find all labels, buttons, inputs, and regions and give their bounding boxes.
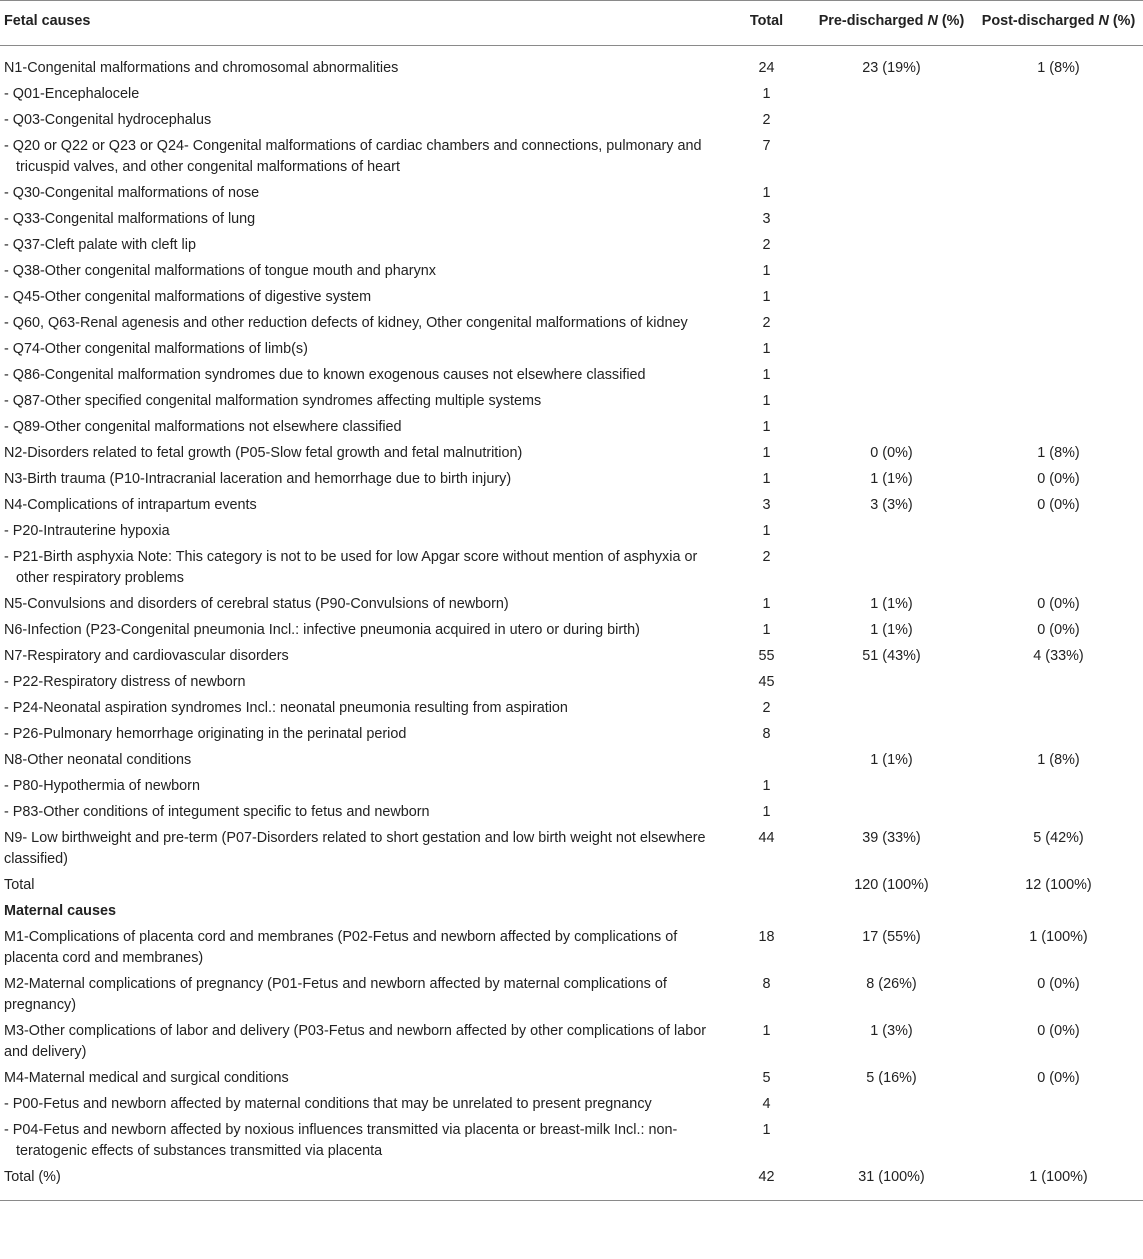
total-cell: 1 (762, 1023, 771, 1039)
cause-text: - Q38-Other congenital malformations of tongue mouth and pharynx (4, 263, 436, 279)
total-cell (724, 873, 809, 899)
table-row (0, 233, 1143, 259)
total-cell: 55 (758, 648, 775, 664)
cause-text: M2-Maternal complications of pregnancy (P01-Fetus and newborn affected by maternal complications of pregnancy) (4, 976, 667, 1013)
pre-discharged-cell (809, 108, 974, 134)
cause-text: - P22-Respiratory distress of newborn (4, 674, 246, 690)
cause-cell (0, 363, 724, 389)
pre-discharged-cell (809, 389, 974, 415)
cause-cell (0, 1165, 724, 1201)
pre-discharged-cell (809, 415, 974, 441)
cause-text: - P80-Hypothermia of newborn (4, 778, 200, 794)
table-row (0, 285, 1143, 311)
pre-discharged-cell (809, 899, 974, 925)
cause-cell (0, 899, 724, 925)
cause-text: Total (%) (4, 1169, 61, 1185)
cause-cell (0, 1066, 724, 1092)
table-row (0, 644, 1143, 670)
post-discharged-cell: 0 (0%) (1037, 471, 1080, 487)
total-cell: 7 (762, 138, 771, 154)
post-discharged-cell (974, 696, 1143, 722)
total-cell: 1 (762, 419, 771, 435)
cause-text: - Q30-Congenital malformations of nose (4, 185, 260, 201)
cause-text: N5-Convulsions and disorders of cerebral status (P90-Convulsions of newborn) (4, 596, 509, 612)
cause-cell (0, 592, 724, 618)
cause-text: Maternal causes (4, 903, 116, 919)
header-post-text: Post-discharged N (%) (981, 13, 1136, 29)
table-row (0, 207, 1143, 233)
post-discharged-cell (974, 519, 1143, 545)
pre-discharged-cell: 1 (3%) (870, 1023, 913, 1039)
pre-discharged-cell (809, 696, 974, 722)
total-cell: 45 (758, 674, 775, 690)
post-discharged-cell: 12 (100%) (1025, 877, 1092, 893)
cause-cell (0, 389, 724, 415)
pre-discharged-cell (809, 1118, 974, 1165)
cause-text: M1-Complications of placenta cord and membranes (P02-Fetus and newborn affected by complications of placenta cord and membranes) (4, 929, 678, 966)
header-pre-discharged (809, 1, 974, 46)
total-cell: 1 (762, 523, 771, 539)
cause-cell (0, 644, 724, 670)
post-discharged-cell (974, 108, 1143, 134)
total-cell: 1 (762, 185, 771, 201)
post-discharged-cell (974, 82, 1143, 108)
cause-text: - P21-Birth asphyxia Note: This category is not to be used for low Apgar score without mention of asphyxia or other respiratory problems (4, 549, 698, 586)
cause-text: M3-Other complications of labor and delivery (P03-Fetus and newborn affected by other complications of labor and delivery) (4, 1023, 707, 1060)
total-cell: 18 (758, 929, 775, 945)
pre-discharged-cell: 1 (1%) (870, 622, 913, 638)
pre-discharged-cell (809, 311, 974, 337)
pre-discharged-cell (809, 722, 974, 748)
pre-discharged-cell (809, 207, 974, 233)
post-discharged-cell: 0 (0%) (1037, 596, 1080, 612)
table-row (0, 748, 1143, 774)
table-row (0, 670, 1143, 696)
cause-cell (0, 873, 724, 899)
section-row (0, 899, 1143, 925)
post-discharged-cell: 1 (100%) (1029, 929, 1088, 945)
cause-cell (0, 696, 724, 722)
table-row (0, 259, 1143, 285)
cause-text: - Q37-Cleft palate with cleft lip (4, 237, 196, 253)
cause-cell (0, 1118, 724, 1165)
cause-text: - P83-Other conditions of integument specific to fetus and newborn (4, 804, 430, 820)
post-discharged-cell (974, 670, 1143, 696)
post-discharged-cell: 1 (8%) (1037, 445, 1080, 461)
post-discharged-cell: 5 (42%) (1033, 830, 1084, 846)
cause-text: N7-Respiratory and cardiovascular disorders (4, 648, 289, 664)
table-row (0, 1118, 1143, 1165)
cause-cell (0, 800, 724, 826)
post-discharged-cell (974, 415, 1143, 441)
total-cell: 3 (762, 211, 771, 227)
cause-text: - P26-Pulmonary hemorrhage originating in the perinatal period (4, 726, 407, 742)
cause-cell (0, 46, 724, 83)
post-discharged-cell (974, 311, 1143, 337)
post-discharged-cell (974, 233, 1143, 259)
pre-discharged-cell: 31 (100%) (858, 1169, 925, 1185)
post-discharged-cell: 0 (0%) (1037, 1023, 1080, 1039)
post-discharged-cell (974, 1118, 1143, 1165)
cause-text: - Q89-Other congenital malformations not elsewhere classified (4, 419, 402, 435)
pre-discharged-cell (809, 233, 974, 259)
total-cell: 1 (762, 393, 771, 409)
total-cell: 1 (762, 596, 771, 612)
cause-text: N3-Birth trauma (P10-Intracranial laceration and hemorrhage due to birth injury) (4, 471, 512, 487)
cause-cell (0, 233, 724, 259)
table-row (0, 415, 1143, 441)
table-row (0, 108, 1143, 134)
total-cell: 2 (762, 112, 771, 128)
pre-discharged-cell: 39 (33%) (862, 830, 921, 846)
table-row (0, 337, 1143, 363)
total-cell: 42 (758, 1169, 775, 1185)
post-discharged-cell: 0 (0%) (1037, 497, 1080, 513)
pre-discharged-cell (809, 181, 974, 207)
pre-discharged-cell (809, 545, 974, 592)
pre-discharged-cell (809, 134, 974, 181)
table-row (0, 82, 1143, 108)
pre-discharged-cell: 120 (100%) (854, 877, 929, 893)
total-cell: 24 (758, 60, 775, 76)
cause-cell (0, 441, 724, 467)
cause-text: - P00-Fetus and newborn affected by maternal conditions that may be unrelated to present pregnancy (4, 1096, 652, 1112)
cause-cell (0, 722, 724, 748)
header-fetal-causes: Fetal causes (4, 13, 91, 29)
cause-text: N6-Infection (P23-Congenital pneumonia Incl.: infective pneumonia acquired in utero or during birth) (4, 622, 640, 638)
pre-discharged-cell: 17 (55%) (862, 929, 921, 945)
cause-cell (0, 82, 724, 108)
post-discharged-cell (974, 285, 1143, 311)
cause-cell (0, 670, 724, 696)
cause-cell (0, 519, 724, 545)
cause-cell (0, 285, 724, 311)
table-row (0, 592, 1143, 618)
cause-cell (0, 972, 724, 1019)
table-row (0, 441, 1143, 467)
pre-discharged-cell (809, 1092, 974, 1118)
total-cell: 2 (762, 237, 771, 253)
total-cell: 2 (762, 549, 771, 565)
table-row (0, 774, 1143, 800)
pre-discharged-cell: 51 (43%) (862, 648, 921, 664)
total-cell: 1 (762, 471, 771, 487)
table-row (0, 972, 1143, 1019)
table-row (0, 873, 1143, 899)
total-cell: 2 (762, 700, 771, 716)
cause-text: - Q86-Congenital malformation syndromes due to known exogenous causes not elsewhere classified (4, 367, 646, 383)
cause-text: N8-Other neonatal conditions (4, 752, 192, 768)
cause-text: N2-Disorders related to fetal growth (P05-Slow fetal growth and fetal malnutrition) (4, 445, 523, 461)
pre-discharged-cell: 8 (26%) (866, 976, 917, 992)
pre-discharged-cell: 1 (1%) (870, 596, 913, 612)
cause-text: - Q33-Congenital malformations of lung (4, 211, 256, 227)
total-cell: 1 (762, 289, 771, 305)
cause-cell (0, 337, 724, 363)
pre-discharged-cell (809, 800, 974, 826)
table-row (0, 1092, 1143, 1118)
post-discharged-cell: 1 (8%) (1037, 752, 1080, 768)
table-row (0, 46, 1143, 83)
post-discharged-cell (974, 363, 1143, 389)
post-discharged-cell (974, 1092, 1143, 1118)
cause-cell (0, 259, 724, 285)
table-row (0, 722, 1143, 748)
cause-cell (0, 108, 724, 134)
total-cell: 5 (762, 1070, 771, 1086)
pre-discharged-cell (809, 519, 974, 545)
total-cell: 1 (762, 445, 771, 461)
table-body (0, 46, 1143, 1201)
total-cell (724, 748, 809, 774)
cause-cell (0, 618, 724, 644)
table-row (0, 181, 1143, 207)
post-discharged-cell (974, 722, 1143, 748)
table-row (0, 800, 1143, 826)
cause-cell (0, 311, 724, 337)
post-discharged-cell (974, 259, 1143, 285)
pre-discharged-cell: 1 (1%) (870, 752, 913, 768)
post-discharged-cell: 1 (8%) (1037, 60, 1080, 76)
cause-cell (0, 545, 724, 592)
cause-text: N9- Low birthweight and pre-term (P07-Disorders related to short gestation and low birth weight not elsewhere classified) (4, 830, 706, 867)
table-row (0, 1066, 1143, 1092)
pre-discharged-cell (809, 337, 974, 363)
post-discharged-cell (974, 774, 1143, 800)
table-row (0, 1019, 1143, 1066)
post-discharged-cell (974, 134, 1143, 181)
cause-cell (0, 1019, 724, 1066)
pre-discharged-cell (809, 259, 974, 285)
table-row (0, 519, 1143, 545)
post-discharged-cell (974, 800, 1143, 826)
total-cell: 1 (762, 622, 771, 638)
pre-discharged-cell (809, 670, 974, 696)
pre-discharged-cell: 0 (0%) (870, 445, 913, 461)
header-total: Total (749, 13, 784, 29)
cause-text: Total (4, 877, 35, 893)
cause-text: N4-Complications of intrapartum events (4, 497, 257, 513)
cause-text: - Q03-Congenital hydrocephalus (4, 112, 212, 128)
table-row (0, 618, 1143, 644)
post-discharged-cell: 4 (33%) (1033, 648, 1084, 664)
post-discharged-cell (974, 545, 1143, 592)
post-discharged-cell (974, 181, 1143, 207)
pre-discharged-cell: 1 (1%) (870, 471, 913, 487)
total-cell: 2 (762, 315, 771, 331)
cause-cell (0, 207, 724, 233)
cause-text: - Q60, Q63-Renal agenesis and other reduction defects of kidney, Other congenital malformations of kidney (4, 315, 688, 331)
table-row (0, 311, 1143, 337)
total-cell: 44 (758, 830, 775, 846)
cause-text: - Q20 or Q22 or Q23 or Q24- Congenital malformations of cardiac chambers and connections, pulmonary and tricuspid valves, and other congenital malformations of heart (4, 138, 702, 175)
cause-cell (0, 774, 724, 800)
total-cell (724, 899, 809, 925)
pre-discharged-cell: 23 (19%) (862, 60, 921, 76)
table-row (0, 493, 1143, 519)
table-row (0, 134, 1143, 181)
cause-cell (0, 181, 724, 207)
cause-text: - Q01-Encephalocele (4, 86, 140, 102)
cause-text: - P24-Neonatal aspiration syndromes Incl.: neonatal pneumonia resulting from aspiration (4, 700, 568, 716)
table-row (0, 826, 1143, 873)
total-cell: 1 (762, 341, 771, 357)
cause-cell (0, 467, 724, 493)
table-row (0, 545, 1143, 592)
cause-cell (0, 134, 724, 181)
table-row (0, 696, 1143, 722)
pre-discharged-cell (809, 774, 974, 800)
table-row (0, 467, 1143, 493)
cause-text: - P04-Fetus and newborn affected by noxious influences transmitted via placenta or breast-milk Incl.: non-teratogenic effects of substances transmitted via placenta (4, 1122, 678, 1159)
cause-text: - Q45-Other congenital malformations of digestive system (4, 289, 372, 305)
header-row (0, 1, 1143, 46)
post-discharged-cell (974, 337, 1143, 363)
total-cell: 8 (762, 726, 771, 742)
post-discharged-cell (974, 899, 1143, 925)
total-cell: 1 (762, 367, 771, 383)
pre-discharged-cell (809, 363, 974, 389)
pre-discharged-cell: 3 (3%) (870, 497, 913, 513)
cause-text: - Q87-Other specified congenital malformation syndromes affecting multiple systems (4, 393, 542, 409)
total-cell: 1 (762, 86, 771, 102)
post-discharged-cell: 0 (0%) (1037, 622, 1080, 638)
header-post-discharged (974, 1, 1143, 46)
total-cell: 1 (762, 1122, 771, 1138)
total-cell: 1 (762, 804, 771, 820)
cause-cell (0, 493, 724, 519)
table-row (0, 925, 1143, 972)
cause-text: - Q74-Other congenital malformations of limb(s) (4, 341, 308, 357)
table-row (0, 389, 1143, 415)
total-cell: 8 (762, 976, 771, 992)
post-discharged-cell (974, 207, 1143, 233)
cause-text: - P20-Intrauterine hypoxia (4, 523, 170, 539)
table-row (0, 1165, 1143, 1201)
total-cell: 3 (762, 497, 771, 513)
cause-cell (0, 748, 724, 774)
table-header (0, 1, 1143, 46)
cause-cell (0, 415, 724, 441)
post-discharged-cell: 0 (0%) (1037, 976, 1080, 992)
total-cell: 1 (762, 263, 771, 279)
cause-text: N1-Congenital malformations and chromosomal abnormalities (4, 60, 399, 76)
cause-cell (0, 925, 724, 972)
post-discharged-cell: 0 (0%) (1037, 1070, 1080, 1086)
header-pre-text: Pre-discharged N (%) (818, 13, 965, 29)
total-cell: 4 (762, 1096, 771, 1112)
cause-cell (0, 826, 724, 873)
pre-discharged-cell (809, 285, 974, 311)
table-row (0, 363, 1143, 389)
cause-cell (0, 1092, 724, 1118)
total-cell: 1 (762, 778, 771, 794)
pre-discharged-cell: 5 (16%) (866, 1070, 917, 1086)
post-discharged-cell (974, 389, 1143, 415)
post-discharged-cell: 1 (100%) (1029, 1169, 1088, 1185)
cause-text: M4-Maternal medical and surgical conditions (4, 1070, 289, 1086)
pre-discharged-cell (809, 82, 974, 108)
